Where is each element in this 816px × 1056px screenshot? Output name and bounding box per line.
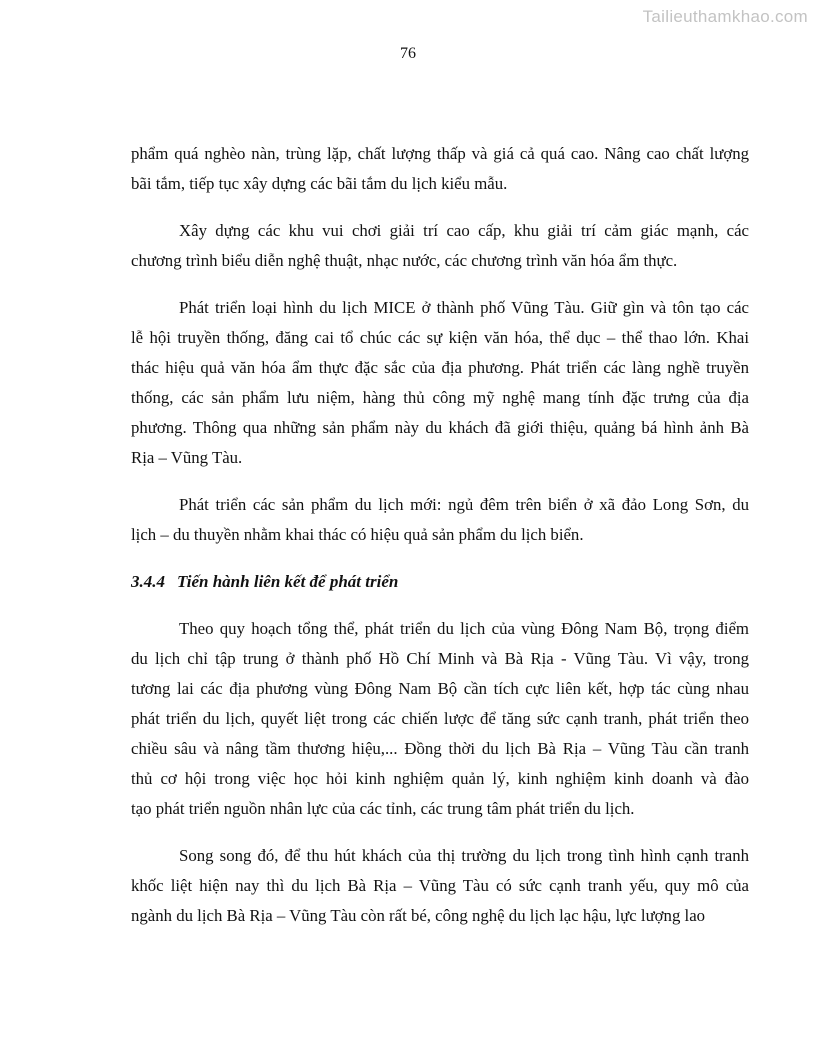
text-line: chiều sâu và nâng tầm thương hiệu,... Đồng thời du lịch Bà Rịa – Vũng Tàu cần tranh [131,739,749,758]
page-number: 76 [400,45,416,62]
text-line: Rịa – Vũng Tàu. [131,448,243,467]
text-line: Xây dựng các khu vui chơi giải trí cao cấp, khu giải trí cảm giác mạnh, các [179,221,749,240]
text-line: ngành du lịch Bà Rịa – Vũng Tàu còn rất bé, công nghệ du lịch lạc hậu, lực lượng lao [131,906,706,925]
section-heading [131,567,749,597]
text-line: Song song đó, để thu hút khách của thị trường du lịch trong tình hình cạnh tranh [179,846,749,865]
text-line: thống, các sản phẩm lưu niệm, hàng thủ công mỹ nghệ mang tính đặc trưng của địa [131,388,749,407]
text-line: phương. Thông qua những sản phẩm này du khách đã giới thiệu, quảng bá hình ảnh Bà [131,418,749,437]
text-line: bãi tắm, tiếp tục xây dựng các bãi tắm du lịch kiểu mẫu. [131,174,508,193]
text-line: lịch – du thuyền nhằm khai thác có hiệu quả sản phẩm du lịch biển. [131,525,584,544]
text-line: Phát triển loại hình du lịch MICE ở thành phố Vũng Tàu. Giữ gìn và tôn tạo các [179,298,749,317]
watermark-text: Tailieuthamkhao.com [642,7,808,26]
text-line: lễ hội truyền thống, đăng cai tổ chúc các sự kiện văn hóa, thể dục – thể thao lớn. Khai [131,328,749,347]
paragraph [131,216,749,276]
text-line: Phát triển các sản phẩm du lịch mới: ngủ đêm trên biển ở xã đảo Long Sơn, du [179,495,749,514]
paragraph [131,490,749,550]
text-line: chương trình biểu diễn nghệ thuật, nhạc nước, các chương trình văn hóa ẩm thực. [131,251,678,270]
text-line: du lịch chỉ tập trung ở thành phố Hồ Chí Minh và Bà Rịa - Vũng Tàu. Vì vậy, trong [131,649,749,668]
paragraph [131,614,749,824]
paragraph [131,841,749,931]
text-line: phẩm quá nghèo nàn, trùng lặp, chất lượng thấp và giá cả quá cao. Nâng cao chất lượng [131,144,749,163]
text-line: tương lai các địa phương vùng Đông Nam Bộ cần tích cực liên kết, hợp tác cùng nhau [131,679,749,698]
paragraph [131,139,749,199]
text-line: Theo quy hoạch tổng thể, phát triển du lịch của vùng Đông Nam Bộ, trọng điểm [179,619,749,638]
paragraph [131,293,749,473]
text-line: khốc liệt hiện nay thì du lịch Bà Rịa – Vũng Tàu có sức cạnh tranh yếu, quy mô của [131,876,749,895]
document-body [131,139,749,948]
text-line: tạo phát triển nguồn nhân lực của các tỉnh, các trung tâm phát triển du lịch. [131,799,635,818]
section-heading-title: Tiến hành liên kết để phát triển [177,572,399,591]
text-line: phát triển du lịch, quyết liệt trong các chiến lược để tăng sức cạnh tranh, phát triển theo [131,709,749,728]
text-line: thác hiệu quả văn hóa ẩm thực đặc sắc của địa phương. Phát triển các làng nghề truyền [131,358,749,377]
text-line: thủ cơ hội trong việc học hỏi kinh nghiệm quản lý, kinh nghiệm kinh doanh và đào [131,769,749,788]
section-heading-number: 3.4.4 [131,572,165,591]
